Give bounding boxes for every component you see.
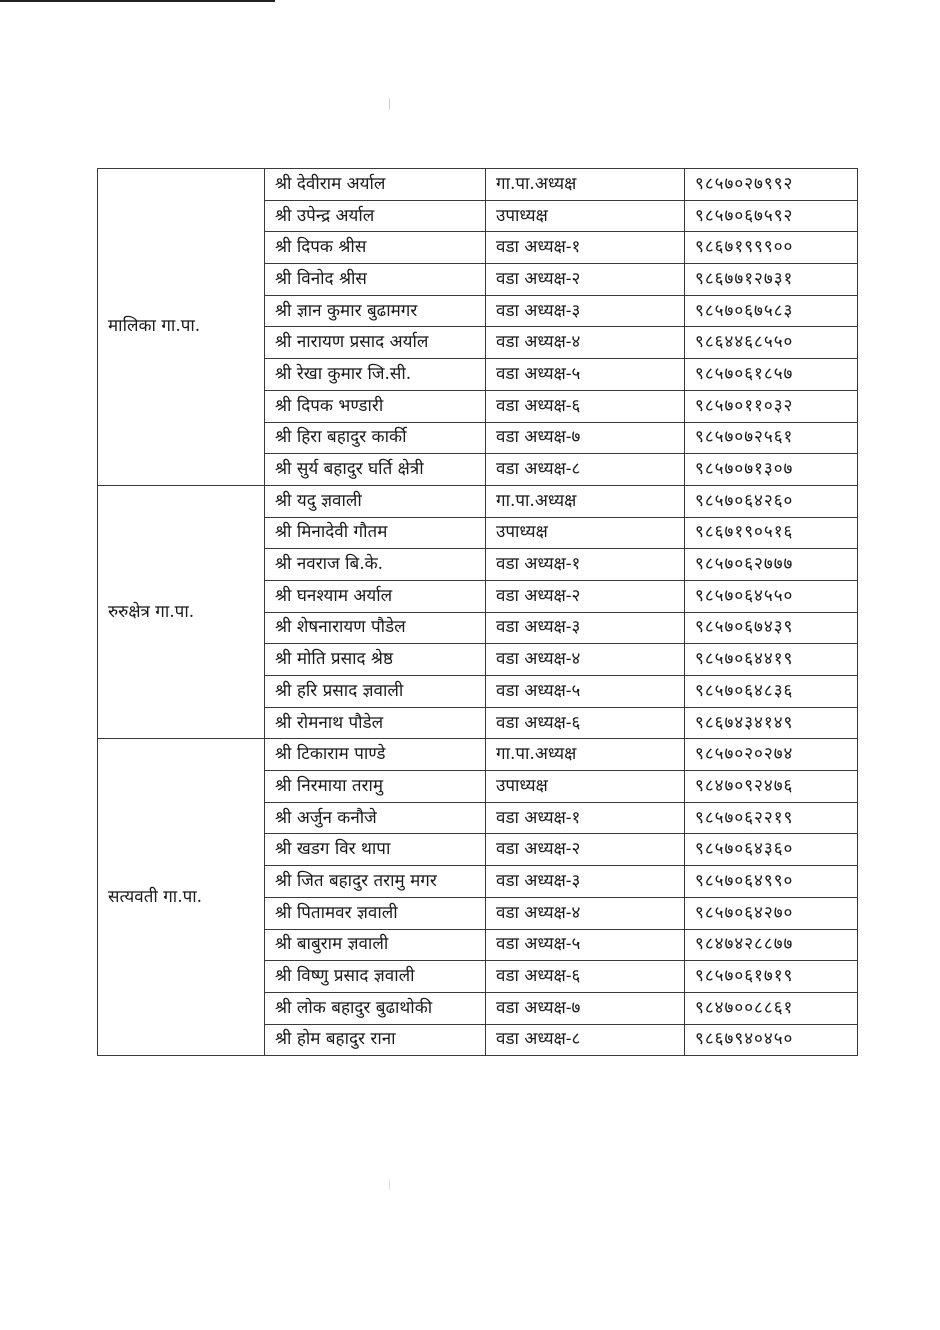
name-cell: श्री होम बहादुर राना: [265, 1024, 486, 1056]
phone-cell: ९८६७७१२७३१: [685, 264, 858, 296]
position-cell: वडा अध्यक्ष-२: [486, 834, 685, 866]
position-cell: वडा अध्यक्ष-४: [486, 644, 685, 676]
phone-cell: ९८६७९४०४५०: [685, 1024, 858, 1056]
name-cell: श्री शेषनारायण पौडेल: [265, 612, 486, 644]
position-cell: वडा अध्यक्ष-५: [486, 929, 685, 961]
phone-cell: ९८४७००८८६१: [685, 992, 858, 1024]
fold-mark: [389, 1180, 390, 1190]
name-cell: श्री टिकाराम पाण्डे: [265, 739, 486, 771]
table-row: [98, 739, 858, 771]
phone-cell: ९८६७१९०५१६: [685, 517, 858, 549]
phone-cell: ९८५७०६७४३९: [685, 612, 858, 644]
name-cell: श्री जित बहादुर तरामु मगर: [265, 866, 486, 898]
phone-cell: ९८५७०६४८३६: [685, 676, 858, 708]
phone-cell: ९८४७४२८८७७: [685, 929, 858, 961]
position-cell: वडा अध्यक्ष-७: [486, 422, 685, 454]
phone-cell: ९८४७०९२४७६: [685, 771, 858, 803]
name-cell: श्री लोक बहादुर बुढाथोकी: [265, 992, 486, 1024]
position-cell: वडा अध्यक्ष-३: [486, 866, 685, 898]
phone-cell: ९८६७१९९९००: [685, 232, 858, 264]
phone-cell: ९८५७०६१८५७: [685, 359, 858, 391]
name-cell: श्री यदु ज्ञवाली: [265, 485, 486, 517]
name-cell: श्री नवराज बि.के.: [265, 549, 486, 581]
phone-cell: ९८५७०६४९९०: [685, 866, 858, 898]
position-cell: वडा अध्यक्ष-५: [486, 676, 685, 708]
position-cell: उपाध्यक्ष: [486, 517, 685, 549]
name-cell: श्री हिरा बहादुर कार्की: [265, 422, 486, 454]
phone-cell: ९८५७०६७५९२: [685, 200, 858, 232]
position-cell: वडा अध्यक्ष-८: [486, 1024, 685, 1056]
position-cell: गा.पा.अध्यक्ष: [486, 739, 685, 771]
phone-cell: ९८५७०६७५८३: [685, 295, 858, 327]
position-cell: वडा अध्यक्ष-३: [486, 295, 685, 327]
phone-cell: ९८५७०२७९९२: [685, 169, 858, 201]
name-cell: श्री विष्णु प्रसाद ज्ञवाली: [265, 961, 486, 993]
phone-cell: ९८५७०७२५६१: [685, 422, 858, 454]
position-cell: गा.पा.अध्यक्ष: [486, 485, 685, 517]
position-cell: वडा अध्यक्ष-७: [486, 992, 685, 1024]
phone-cell: ९८६७४३४१४९: [685, 707, 858, 739]
municipality-cell: रुरुक्षेत्र गा.पा.: [98, 485, 265, 739]
position-cell: वडा अध्यक्ष-६: [486, 961, 685, 993]
position-cell: वडा अध्यक्ष-२: [486, 580, 685, 612]
municipality-cell: सत्यवती गा.पा.: [98, 739, 265, 1056]
position-cell: वडा अध्यक्ष-५: [486, 359, 685, 391]
scan-edge-mark: [0, 0, 275, 2]
phone-cell: ९८५७०६४३६०: [685, 834, 858, 866]
phone-cell: ९८५७०६४२६०: [685, 485, 858, 517]
name-cell: श्री देवीराम अर्याल: [265, 169, 486, 201]
phone-cell: ९८५७०६१७१९: [685, 961, 858, 993]
name-cell: श्री दिपक भण्डारी: [265, 390, 486, 422]
name-cell: श्री ज्ञान कुमार बुढामगर: [265, 295, 486, 327]
table-row: [98, 485, 858, 517]
name-cell: श्री उपेन्द्र अर्याल: [265, 200, 486, 232]
name-cell: श्री नारायण प्रसाद अर्याल: [265, 327, 486, 359]
name-cell: श्री घनश्याम अर्याल: [265, 580, 486, 612]
position-cell: उपाध्यक्ष: [486, 200, 685, 232]
name-cell: श्री हरि प्रसाद ज्ञवाली: [265, 676, 486, 708]
name-cell: श्री विनोद श्रीस: [265, 264, 486, 296]
phone-cell: ९८५७०११०३२: [685, 390, 858, 422]
position-cell: वडा अध्यक्ष-६: [486, 390, 685, 422]
position-cell: वडा अध्यक्ष-२: [486, 264, 685, 296]
position-cell: वडा अध्यक्ष-१: [486, 232, 685, 264]
phone-cell: ९८५७०२०२७४: [685, 739, 858, 771]
phone-cell: ९८५७०६४४१९: [685, 644, 858, 676]
officials-table-body: [98, 169, 858, 1056]
position-cell: उपाध्यक्ष: [486, 771, 685, 803]
name-cell: श्री बाबुराम ज्ञवाली: [265, 929, 486, 961]
name-cell: श्री रोमनाथ पौडेल: [265, 707, 486, 739]
name-cell: श्री अर्जुन कनौजे: [265, 802, 486, 834]
name-cell: श्री सुर्य बहादुर घर्ति क्षेत्री: [265, 454, 486, 486]
phone-cell: ९८६४४६८५५०: [685, 327, 858, 359]
position-cell: वडा अध्यक्ष-४: [486, 327, 685, 359]
phone-cell: ९८५७०६४२७०: [685, 897, 858, 929]
table-row: [98, 169, 858, 201]
fold-mark: [389, 98, 390, 110]
name-cell: श्री खडग विर थापा: [265, 834, 486, 866]
position-cell: वडा अध्यक्ष-६: [486, 707, 685, 739]
phone-cell: ९८५७०६४५५०: [685, 580, 858, 612]
position-cell: वडा अध्यक्ष-१: [486, 802, 685, 834]
name-cell: श्री रेखा कुमार जि.सी.: [265, 359, 486, 391]
phone-cell: ९८५७०६२७७७: [685, 549, 858, 581]
name-cell: श्री दिपक श्रीस: [265, 232, 486, 264]
name-cell: श्री पितामवर ज्ञवाली: [265, 897, 486, 929]
position-cell: वडा अध्यक्ष-१: [486, 549, 685, 581]
position-cell: वडा अध्यक्ष-४: [486, 897, 685, 929]
phone-cell: ९८५७०७१३०७: [685, 454, 858, 486]
officials-table: [97, 168, 858, 1056]
name-cell: श्री निरमाया तरामु: [265, 771, 486, 803]
position-cell: वडा अध्यक्ष-८: [486, 454, 685, 486]
name-cell: श्री मिनादेवी गौतम: [265, 517, 486, 549]
position-cell: गा.पा.अध्यक्ष: [486, 169, 685, 201]
name-cell: श्री मोति प्रसाद श्रेष्ठ: [265, 644, 486, 676]
position-cell: वडा अध्यक्ष-३: [486, 612, 685, 644]
municipality-cell: मालिका गा.पा.: [98, 169, 265, 486]
phone-cell: ९८५७०६२२१९: [685, 802, 858, 834]
